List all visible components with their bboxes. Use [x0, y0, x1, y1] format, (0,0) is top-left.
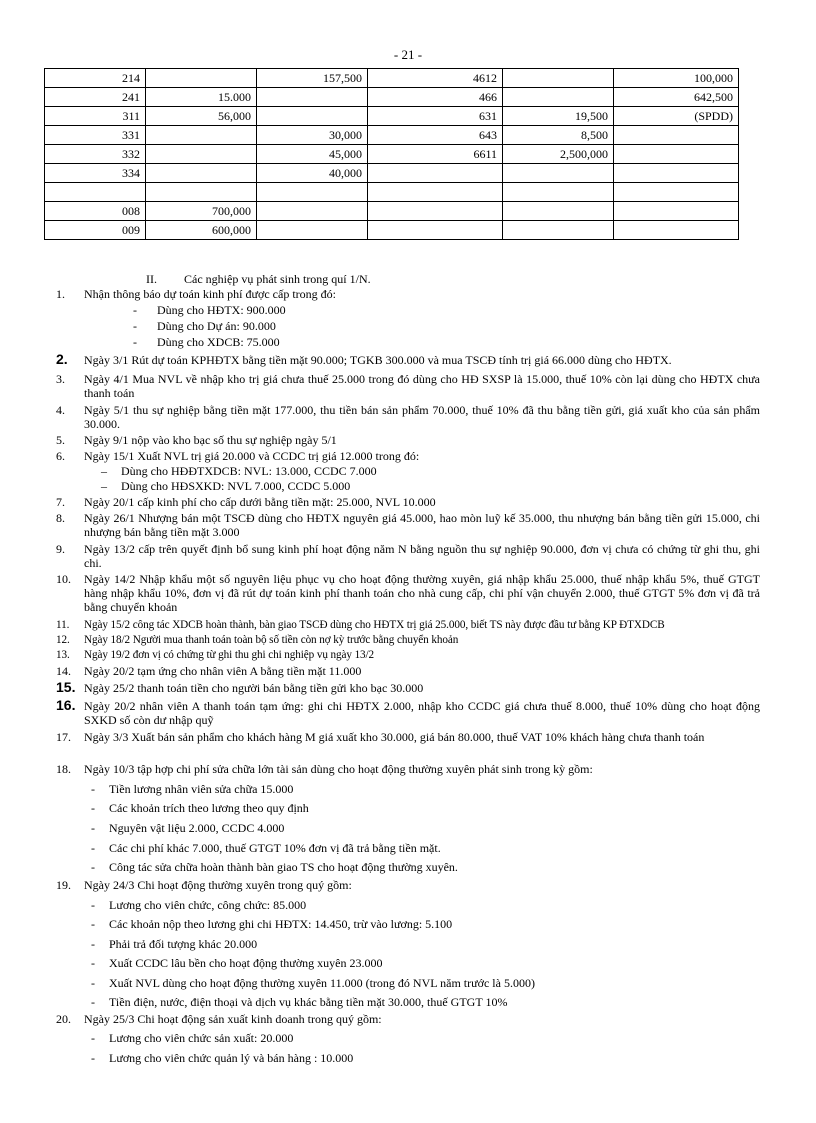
table-cell: 643	[368, 126, 503, 145]
item-number: 14.	[56, 664, 71, 678]
sub-item-text: Dùng cho XDCB: 75.000	[157, 335, 280, 349]
item-number: 18.	[56, 762, 71, 776]
table-cell	[257, 202, 368, 221]
item-text: Ngày 13/2 cấp trên quyết định bổ sung kinh phí hoạt động năm N bằng nguồn thu sự nghiệp 90.000, đơn vị chưa có chứng từ ghi thu, ghi chi.	[84, 542, 760, 570]
table-cell: 30,000	[257, 126, 368, 145]
table-cell: 157,500	[257, 69, 368, 88]
table-cell: 700,000	[146, 202, 257, 221]
table-row	[45, 202, 739, 221]
table-cell: 2,500,000	[503, 145, 614, 164]
table-cell	[368, 183, 503, 202]
sub-item-text: Xuất CCDC lâu bền cho hoạt động thường xuyên 23.000	[109, 956, 383, 970]
item-number: 5.	[56, 433, 65, 447]
sub-item-text: Lương cho viên chức, công chức: 85.000	[109, 898, 307, 912]
item-number: 3.	[56, 372, 65, 386]
table-cell: 4612	[368, 69, 503, 88]
sub-item-text: Các khoản trích theo lương theo quy định	[109, 801, 309, 815]
table-cell	[257, 107, 368, 126]
item-number: 9.	[56, 542, 65, 556]
sub-item-text: Tiền lương nhân viên sửa chữa 15.000	[109, 782, 294, 796]
bullet-dash: -	[91, 976, 95, 990]
ledger-table	[44, 68, 739, 240]
bullet-dash: -	[91, 937, 95, 951]
table-cell	[503, 164, 614, 183]
item-number: 8.	[56, 511, 65, 525]
bullet-dash: -	[91, 821, 95, 835]
table-cell	[257, 183, 368, 202]
table-cell: 008	[45, 202, 146, 221]
table-cell	[503, 88, 614, 107]
table-cell: 311	[45, 107, 146, 126]
table-cell	[368, 164, 503, 183]
table-cell: 100,000	[614, 69, 739, 88]
item-number: 13.	[56, 649, 70, 661]
bullet-dash: –	[101, 479, 107, 493]
table-cell: 600,000	[146, 221, 257, 240]
item-text: Ngày 18/2 Người mua thanh toán toàn bộ số tiền còn nợ kỳ trước bằng chuyển khoản	[84, 634, 459, 646]
bullet-dash: -	[91, 1031, 95, 1045]
table-row	[45, 69, 739, 88]
table-cell: (SPDD)	[614, 107, 739, 126]
table-cell	[146, 69, 257, 88]
item-text: Ngày 20/1 cấp kinh phí cho cấp dưới bằng tiền mặt: 25.000, NVL 10.000	[84, 495, 436, 509]
section-number: II.	[146, 272, 157, 286]
sub-item-text: Dùng cho HĐSXKD: NVL 7.000, CCDC 5.000	[121, 479, 351, 493]
table-cell	[503, 202, 614, 221]
table-row	[45, 126, 739, 145]
table-cell	[503, 221, 614, 240]
item-number: 19.	[56, 878, 71, 892]
item-number: 4.	[56, 403, 65, 417]
bullet-dash: -	[91, 956, 95, 970]
bullet-dash: -	[91, 841, 95, 855]
table-cell: 214	[45, 69, 146, 88]
table-cell: 332	[45, 145, 146, 164]
item-number: 12.	[56, 634, 70, 646]
item-text: Ngày 14/2 Nhập khẩu một số nguyên liệu phục vụ cho hoạt động thường xuyên, giá nhập khẩu 25.000, thuế nhập khẩu 5%, thuế GTGT hàng nhập khẩu 10%, đơn vị đã rút dự toán kinh phí thanh toán cho nhà cung cấp, chi phí vận chuyển 2.000, thuế GTGT 5% đơn vị đã trả bằng chuyển khoản	[84, 572, 760, 614]
item-text: Ngày 4/1 Mua NVL về nhập kho trị giá chưa thuế 25.000 trong đó dùng cho HĐ SXSP là 15.000, thuế 10% còn lại dùng cho HĐTX chưa thanh toán	[84, 372, 760, 400]
sub-item-text: Các khoản nộp theo lương ghi chi HĐTX: 14.450, trừ vào lương: 5.100	[109, 917, 453, 931]
table-row	[45, 107, 739, 126]
item-text: Ngày 9/1 nộp vào kho bạc số thu sự nghiệp ngày 5/1	[84, 433, 337, 447]
sub-item-text: Dùng cho HĐĐTXDCB: NVL: 13.000, CCDC 7.000	[121, 464, 377, 478]
item-text: Ngày 3/3 Xuất bán sản phẩm cho khách hàng M giá xuất kho 30.000, giá bán 80.000, thuế VAT 10% khách hàng chưa thanh toán	[84, 730, 705, 744]
bullet-dash: -	[91, 782, 95, 796]
item-text: Ngày 20/2 nhân viên A thanh toán tạm ứng: ghi chi HĐTX 2.000, nhập kho CCDC giá chưa thuế 8.000, thuế 10% dùng cho hoạt động SXKD số còn dư nhập quỹ	[84, 699, 760, 727]
table-row	[45, 145, 739, 164]
table-cell	[503, 69, 614, 88]
table-cell	[368, 202, 503, 221]
sub-item-text: Dùng cho Dự án: 90.000	[157, 319, 276, 333]
table-cell: 241	[45, 88, 146, 107]
sub-item-text: Dùng cho HĐTX: 900.000	[157, 303, 286, 317]
bullet-dash: -	[133, 303, 137, 317]
bullet-dash: -	[91, 860, 95, 874]
bullet-dash: -	[91, 801, 95, 815]
table-cell: 642,500	[614, 88, 739, 107]
table-cell	[614, 145, 739, 164]
table-cell: 631	[368, 107, 503, 126]
table-cell: 15.000	[146, 88, 257, 107]
table-cell	[146, 145, 257, 164]
table-cell: 6611	[368, 145, 503, 164]
table-cell	[257, 221, 368, 240]
table-cell	[257, 88, 368, 107]
table-cell: 45,000	[257, 145, 368, 164]
item-text: Ngày 15/2 công tác XDCB hoàn thành, bàn giao TSCĐ dùng cho HĐTX trị giá 25.000, biết TS này được đầu tư bằng KP ĐTXDCB	[84, 619, 665, 631]
table-cell: 466	[368, 88, 503, 107]
bullet-dash: -	[91, 1051, 95, 1065]
sub-item-text: Xuất NVL dùng cho hoạt động thường xuyên 11.000 (trong đó NVL năm trước là 5.000)	[109, 976, 535, 990]
table-cell: 56,000	[146, 107, 257, 126]
table-cell	[614, 164, 739, 183]
item-text: Ngày 20/2 tạm ứng cho nhân viên A bằng tiền mặt 11.000	[84, 664, 362, 678]
section-title: Các nghiệp vụ phát sinh trong quí 1/N.	[184, 272, 371, 286]
table-row	[45, 88, 739, 107]
bullet-dash: -	[91, 995, 95, 1009]
table-cell	[146, 164, 257, 183]
table-cell	[503, 183, 614, 202]
sub-item-text: Công tác sửa chữa hoàn thành bàn giao TS cho hoạt động thường xuyên.	[109, 860, 458, 874]
item-number: 7.	[56, 495, 65, 509]
item-number: 1.	[56, 287, 65, 301]
item-number: 17.	[56, 730, 71, 744]
item-text: Ngày 25/2 thanh toán tiền cho người bán bằng tiền gửi kho bạc 30.000	[84, 681, 424, 695]
item-number: 11.	[56, 619, 70, 631]
item-text: Ngày 26/1 Nhượng bán một TSCĐ dùng cho HĐTX nguyên giá 45.000, hao mòn luỹ kế 35.000, thu nhượng bán bằng tiền gửi 15.000, chi nhượng bán bằng tiền mặt 3.000	[84, 511, 760, 539]
item-text: Ngày 19/2 đơn vị có chứng từ ghi thu ghi chi nghiệp vụ ngày 13/2	[84, 649, 375, 661]
table-cell: 331	[45, 126, 146, 145]
item-text: Ngày 10/3 tập hợp chi phí sửa chữa lớn tài sản dùng cho hoạt động thường xuyên phát sinh trong kỳ gồm:	[84, 762, 593, 776]
item-number: 2.	[56, 351, 68, 367]
page-number: - 21 -	[393, 47, 423, 62]
sub-item-text: Nguyên vật liệu 2.000, CCDC 4.000	[109, 821, 285, 835]
table-cell: 009	[45, 221, 146, 240]
item-number: 6.	[56, 449, 65, 463]
item-text: Ngày 24/3 Chi hoạt động thường xuyên trong quý gồm:	[84, 878, 352, 892]
table-cell: 19,500	[503, 107, 614, 126]
table-row	[45, 221, 739, 240]
table-cell	[614, 126, 739, 145]
table-row	[45, 183, 739, 202]
sub-item-text: Các chi phí khác 7.000, thuế GTGT 10% đơn vị đã trả bằng tiền mặt.	[109, 841, 441, 855]
table-cell	[146, 183, 257, 202]
table-cell	[614, 202, 739, 221]
sub-item-text: Lương cho viên chức sản xuất: 20.000	[109, 1031, 294, 1045]
sub-item-text: Tiền điện, nước, điện thoại và dịch vụ khác bằng tiền mặt 30.000, thuế GTGT 10%	[109, 995, 508, 1009]
table-row	[45, 164, 739, 183]
table-cell	[368, 221, 503, 240]
item-text: Nhận thông báo dự toán kinh phí được cấp trong đó:	[84, 287, 336, 301]
bullet-dash: -	[91, 917, 95, 931]
item-number: 10.	[56, 572, 71, 586]
table-cell	[614, 183, 739, 202]
table-cell	[146, 126, 257, 145]
table-cell	[45, 183, 146, 202]
bullet-dash: -	[91, 898, 95, 912]
table-cell: 8,500	[503, 126, 614, 145]
item-text: Ngày 3/1 Rút dự toán KPHĐTX bằng tiền mặt 90.000; TGKB 300.000 và mua TSCĐ tính trị giá 66.000 dùng cho HĐTX.	[84, 353, 672, 367]
item-number: 20.	[56, 1012, 71, 1026]
bullet-dash: -	[133, 335, 137, 349]
item-number: 15.	[56, 679, 76, 695]
item-text: Ngày 25/3 Chi hoạt động sản xuất kinh doanh trong quý gồm:	[84, 1012, 382, 1026]
item-text: Ngày 5/1 thu sự nghiệp bằng tiền mặt 177.000, thu tiền bán sản phẩm 70.000, thuế 10% đã thu bằng tiền gửi, giá xuất kho của sản phẩm 30.000.	[84, 403, 760, 431]
table-cell	[614, 221, 739, 240]
table-cell: 334	[45, 164, 146, 183]
item-number: 16.	[56, 697, 76, 713]
sub-item-text: Phải trả đối tượng khác 20.000	[109, 937, 258, 951]
table-cell: 40,000	[257, 164, 368, 183]
sub-item-text: Lương cho viên chức quản lý và bán hàng : 10.000	[109, 1051, 354, 1065]
bullet-dash: –	[101, 464, 107, 478]
bullet-dash: -	[133, 319, 137, 333]
item-text: Ngày 15/1 Xuất NVL trị giá 20.000 và CCDC trị giá 12.000 trong đó:	[84, 449, 420, 463]
